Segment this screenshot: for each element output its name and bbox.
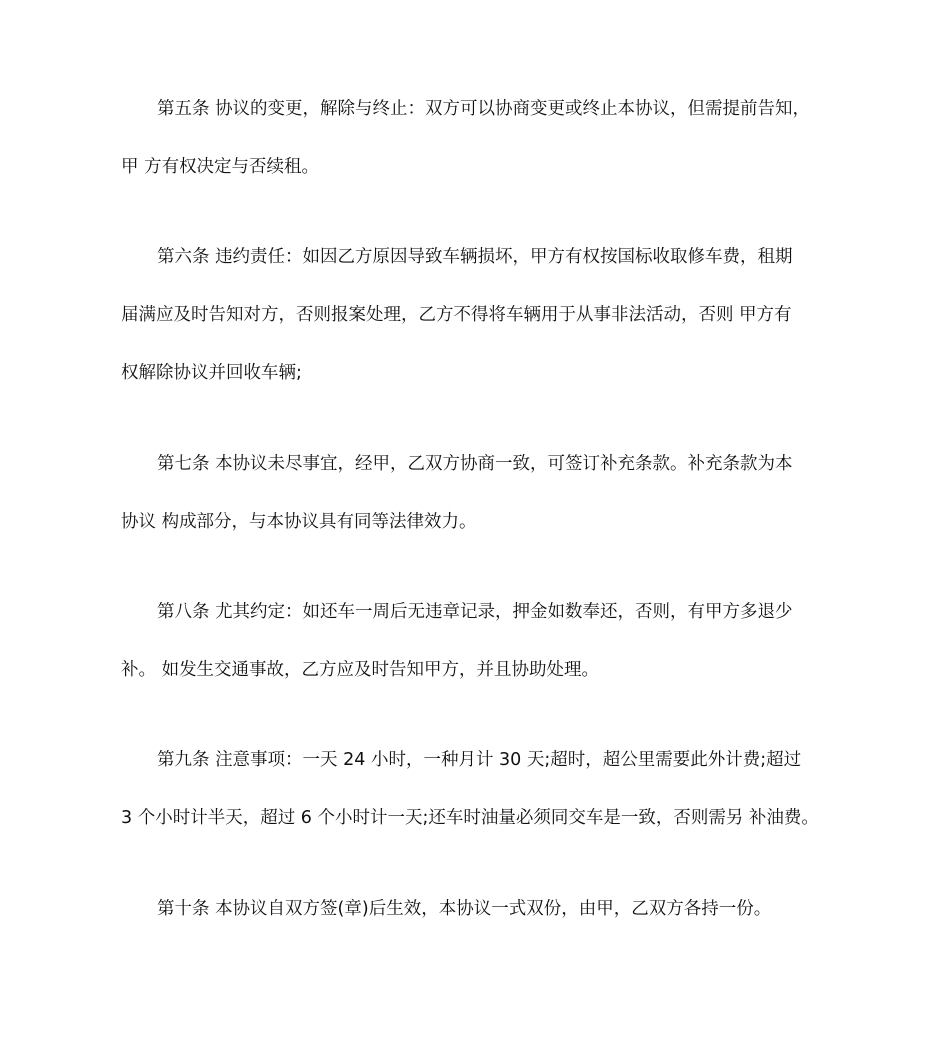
article-7-line-1: 第七条 本协议未尽事宜，经甲，乙双方协商一致，可签订补充条款。补充条款为本 (157, 454, 793, 474)
article-8-line-2: 补。 如发生交通事故，乙方应及时告知甲方，并且协助处理。 (121, 660, 600, 680)
article-8-line-1: 第八条 尤其约定：如还车一周后无违章记录，押金如数奉还，否则，有甲方多退少 (157, 602, 793, 622)
article-6-line-3: 权解除协议并回收车辆; (121, 363, 302, 383)
article-6-line-1: 第六条 违约责任：如因乙方原因导致车辆损坏，甲方有权按国标收取修车费，租期 (157, 247, 793, 267)
article-6-line-2: 届满应及时告知对方，否则报案处理，乙方不得将车辆用于从事非法活动，否则 甲方有 (121, 305, 792, 325)
article-9-line-1: 第九条 注意事项：一天 24 小时，一种月计 30 天;超时，超公里需要此外计费;超过 (157, 750, 802, 770)
article-5-line-1: 第五条 协议的变更，解除与终止：双方可以协商变更或终止本协议，但需提前告知， (157, 99, 811, 119)
article-5-line-2: 甲 方有权决定与否续租。 (121, 157, 320, 177)
article-9-line-2: 3 个小时计半天，超过 6 个小时计一天;还车时油量必须同交车是一致，否则需另 补油费。 (121, 808, 819, 828)
article-10-line-1: 第十条 本协议自双方签(章)后生效，本协议一式双份，由甲，乙双方各持一份。 (157, 899, 772, 919)
article-7-line-2: 协议 构成部分，与本协议具有同等法律效力。 (121, 512, 477, 532)
